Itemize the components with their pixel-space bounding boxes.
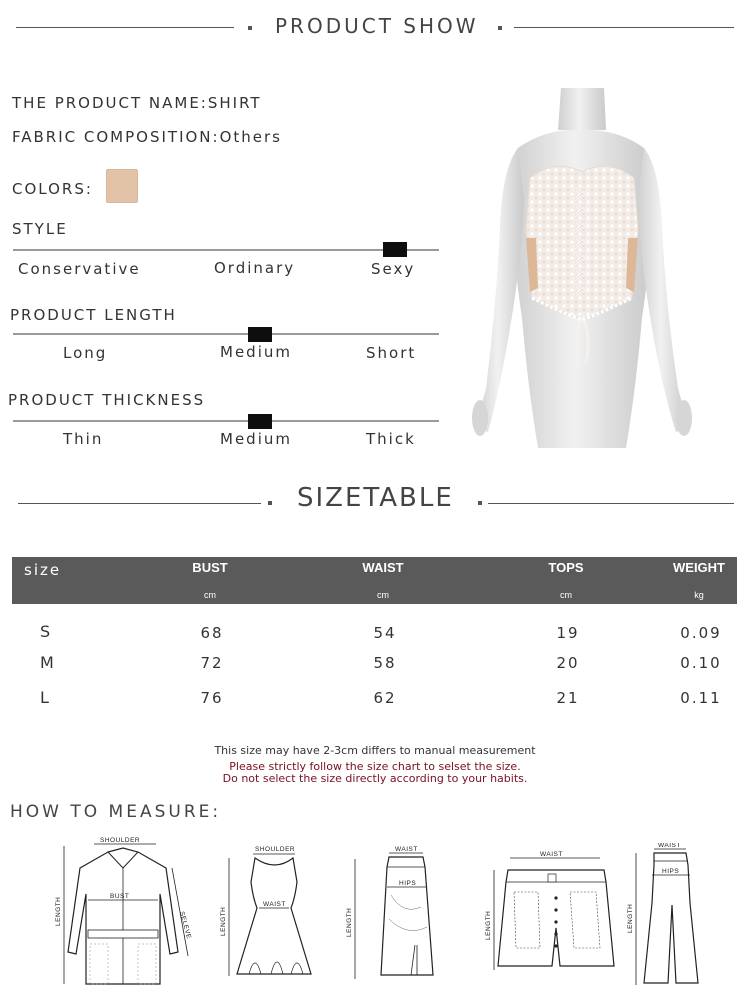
colors-label: COLORS: [12,180,93,198]
size-column-header: size [24,561,62,579]
product-show-title: PRODUCT SHOW [275,14,479,38]
header-rule-left [16,27,234,28]
style-title: STYLE [12,220,68,238]
length-option-long: Long [63,344,108,362]
length-option-medium: Medium [220,343,292,361]
skirt-hips-label: HIPS [399,880,417,887]
product-name: THE PRODUCT NAME:SHIRT [12,94,262,112]
length-title: PRODUCT LENGTH [10,306,177,324]
size-row-l-label: L [40,688,49,707]
tops-unit: cm [560,590,572,600]
length-scale-line [13,333,439,335]
pants-length-label: LENGTH [627,903,634,933]
size-warning-2: Do not select the size directly according to your habits. [222,772,528,785]
length-option-short: Short [366,344,417,362]
style-marker [383,242,407,257]
skirt-length-label: LENGTH [346,907,353,937]
style-option-sexy: Sexy [371,260,416,278]
mannequin-image [466,88,696,464]
dress-length-label: LENGTH [220,906,227,936]
sizetable-dot-right [478,501,482,505]
style-option-conservative: Conservative [18,260,141,278]
dress-shoulder-label: SHOULDER [255,846,296,853]
sizetable-rule-right [488,503,734,504]
header-rule-right [514,27,734,28]
size-warning-1: Please strictly follow the size chart to selset the size. [229,760,521,773]
size-row-m-label: M [40,653,54,672]
thickness-marker [248,414,272,429]
size-table-header [12,557,737,604]
product-photo [466,88,696,464]
size-m-weight: 0.10 [680,654,722,672]
shirt-sleeve-label: SELEVE [178,910,193,940]
weight-column-header: WEIGHT [673,560,725,575]
size-s-waist: 54 [373,624,397,642]
pants-measure-diagram [624,843,704,991]
bust-column-header: BUST [192,560,228,575]
style-option-ordinary: Ordinary [214,259,296,277]
header-dot-left [248,26,252,30]
size-l-tops: 21 [556,689,580,707]
pants-hips-label: HIPS [662,868,680,875]
shirt-shoulder-label: SHOULDER [100,837,141,844]
size-m-waist: 58 [373,654,397,672]
color-swatch[interactable] [106,169,138,203]
bust-unit: cm [204,590,216,600]
size-m-tops: 20 [556,654,580,672]
weight-unit: kg [694,590,704,600]
sizetable-dot-left [268,501,272,505]
style-scale-line [13,249,439,251]
thickness-option-medium: Medium [220,430,292,448]
skirt-waist-label: WAIST [395,846,418,853]
thickness-scale-line [13,420,439,422]
skirt-measure-diagram [343,845,443,985]
size-l-bust: 76 [200,689,224,707]
thickness-option-thick: Thick [366,430,416,448]
thickness-option-thin: Thin [63,430,104,448]
size-m-bust: 72 [200,654,224,672]
size-s-tops: 19 [556,624,580,642]
how-to-measure-title: HOW TO MEASURE: [10,802,222,822]
shirt-length-label: LENGTH [55,896,62,926]
size-s-weight: 0.09 [680,624,722,642]
length-marker [248,327,272,342]
size-row-s-label: S [40,622,51,641]
waist-unit: cm [377,590,389,600]
measurement-note: This size may have 2-3cm differs to manual measurement [214,744,536,757]
shirt-bust-label: BUST [110,893,130,900]
shorts-measure-diagram [478,848,618,976]
sizetable-title: SIZETABLE [297,483,454,513]
thickness-title: PRODUCT THICKNESS [8,391,206,409]
dress-measure-diagram [215,842,315,982]
shorts-waist-label: WAIST [540,851,563,858]
tops-column-header: TOPS [548,560,584,575]
shirt-measure-diagram [48,834,198,992]
dress-waist-label: WAIST [263,901,286,908]
size-s-bust: 68 [200,624,224,642]
sizetable-rule-left [18,503,261,504]
size-l-waist: 62 [373,689,397,707]
shorts-length-label: LENGTH [485,910,492,940]
pants-waist-label: WAIST [658,843,681,849]
header-dot-right [498,26,502,30]
fabric-composition: FABRIC COMPOSITION:Others [12,128,282,146]
waist-column-header: WAIST [362,560,404,575]
size-l-weight: 0.11 [680,689,722,707]
